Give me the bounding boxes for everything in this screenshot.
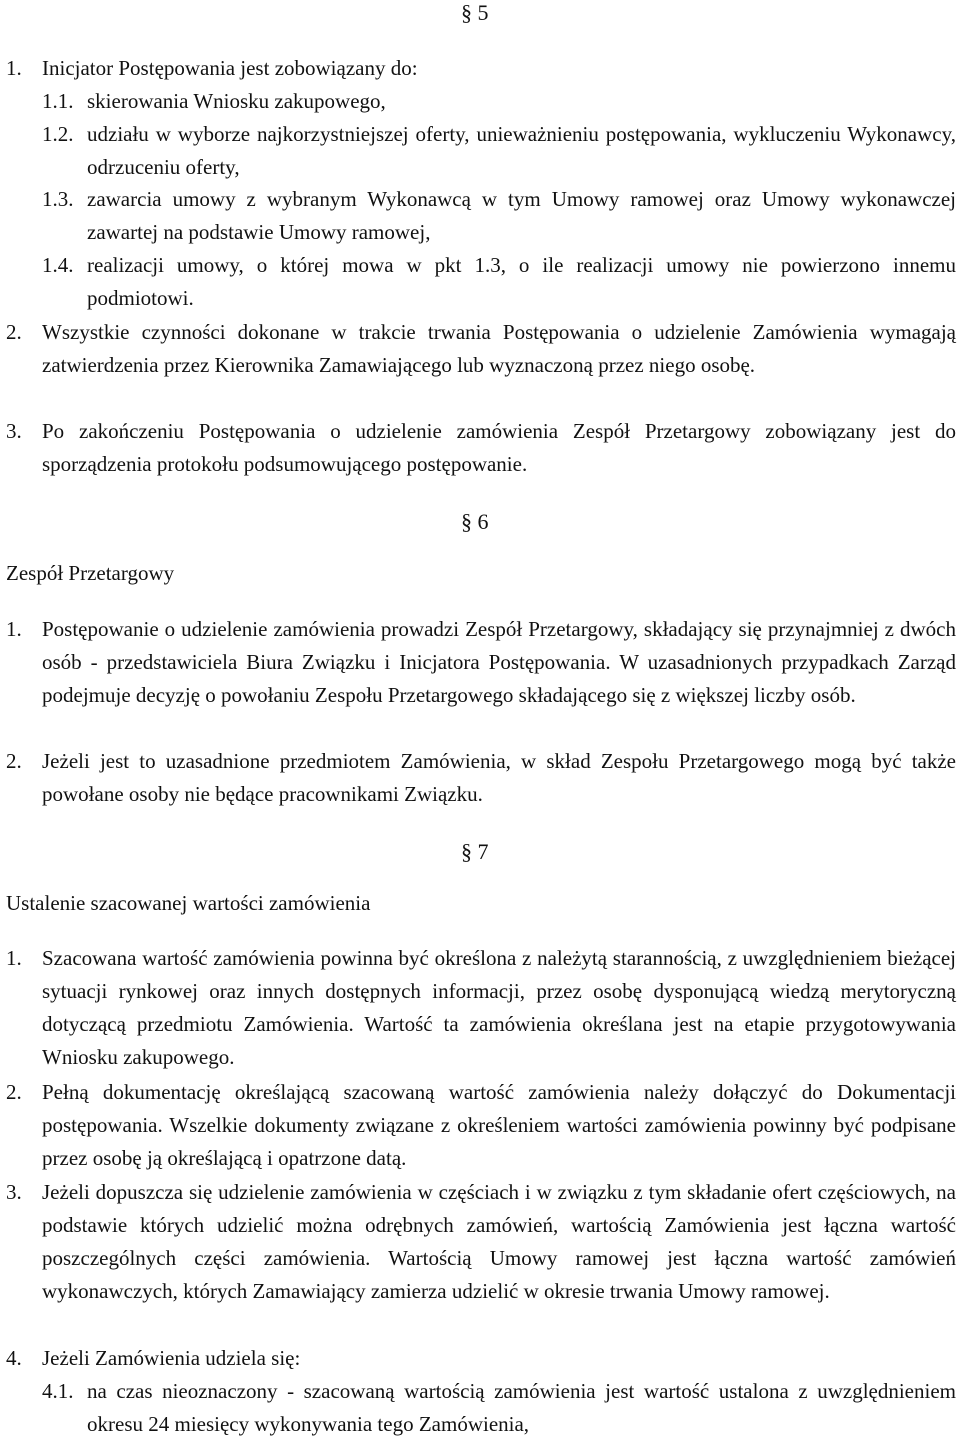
list-item: 3. Jeżeli dopuszcza się udzielenie zamówienia w częściach i w związku z tym składanie ofert częściowych, na podstawie których udzielić można odrębnych zamówień, wartością Zamówienia jest łączna wartość poszczególnych części zamówienia. Wartością Umowy ramowej jest łączna wartość zamówień wykonawczych, których Zamawiający zamierza udzielić w okresie trwania Umowy ramowej. xyxy=(6,1180,956,1303)
section-symbol-7: § 7 xyxy=(461,839,489,864)
section-symbol-6: § 6 xyxy=(461,509,489,534)
list-item: 1. Inicjator Postępowania jest zobowiązany do: xyxy=(6,56,418,80)
list-item: 4. Jeżeli Zamówienia udziela się: xyxy=(6,1346,301,1370)
list-item: 1.2. udziału w wyborze najkorzystniejszej oferty, unieważnieniu postępowania, wykluczeniu Wykonawcy, odrzuceniu oferty, xyxy=(42,122,956,179)
list-item: 1.3. zawarcia umowy z wybranym Wykonawcą w tym Umowy ramowej oraz Umowy wykonawczej zawartej na podstawie Umowy ramowej, xyxy=(42,187,956,244)
list-item: 2. Pełną dokumentację określającą szacowaną wartość zamówienia należy dołączyć do Dokumentacji postępowania. Wszelkie dokumenty związane z określeniem wartości zamówienia powinny być podpisane przez osobę ją określającą i opatrzone datą. xyxy=(6,1080,956,1170)
list-item: 3. Po zakończeniu Postępowania o udzielenie zamówienia Zespół Przetargowy zobowiązany jest do sporządzenia protokołu podsumowującego postępowanie. xyxy=(6,419,956,476)
list-item: 4.1. na czas nieoznaczony - szacowaną wartością zamówienia jest wartość ustalona z uwzględnieniem okresu 24 miesięcy wykonywania tego Zamówienia, xyxy=(42,1379,956,1436)
list-item: 1. Szacowana wartość zamówienia powinna być określona z należytą starannością, z uwzględnieniem bieżącej sytuacji rynkowej oraz innych dostępnych informacji, przez osobę dysponującą wiedzą merytoryczną dotyczącą przedmiotu Zamówienia. Wartość ta zamówienia określana jest na etapie przygotowywania Wniosku zakupowego. xyxy=(6,946,956,1069)
list-item: 1. Postępowanie o udzielenie zamówienia prowadzi Zespół Przetargowy, składający się przynajmniej z dwóch osób - przedstawiciela Biura Związku i Inicjatora Postępowania. W uzasadnionych przypadkach Zarząd podejmuje decyzję o powołaniu Zespołu Przetargowego składającego się z większej liczby osób. xyxy=(6,617,956,707)
section-symbol-5: § 5 xyxy=(461,0,489,25)
section-heading: Ustalenie szacowanej wartości zamówienia xyxy=(6,891,371,915)
list-item: 1.1. skierowania Wniosku zakupowego, xyxy=(42,89,386,113)
list-item: 1.4. realizacji umowy, o której mowa w pkt 1.3, o ile realizacji umowy nie powierzono innemu podmiotowi. xyxy=(42,253,956,310)
list-item: 2. Wszystkie czynności dokonane w trakcie trwania Postępowania o udzielenie Zamówienia wymagają zatwierdzenia przez Kierownika Zamawiającego lub wyznaczoną przez niego osobę. xyxy=(6,320,956,377)
list-item: 2. Jeżeli jest to uzasadnione przedmiotem Zamówienia, w skład Zespołu Przetargowego mogą być także powołane osoby nie będące pracownikami Związku. xyxy=(6,749,956,806)
section-heading: Zespół Przetargowy xyxy=(6,561,175,585)
